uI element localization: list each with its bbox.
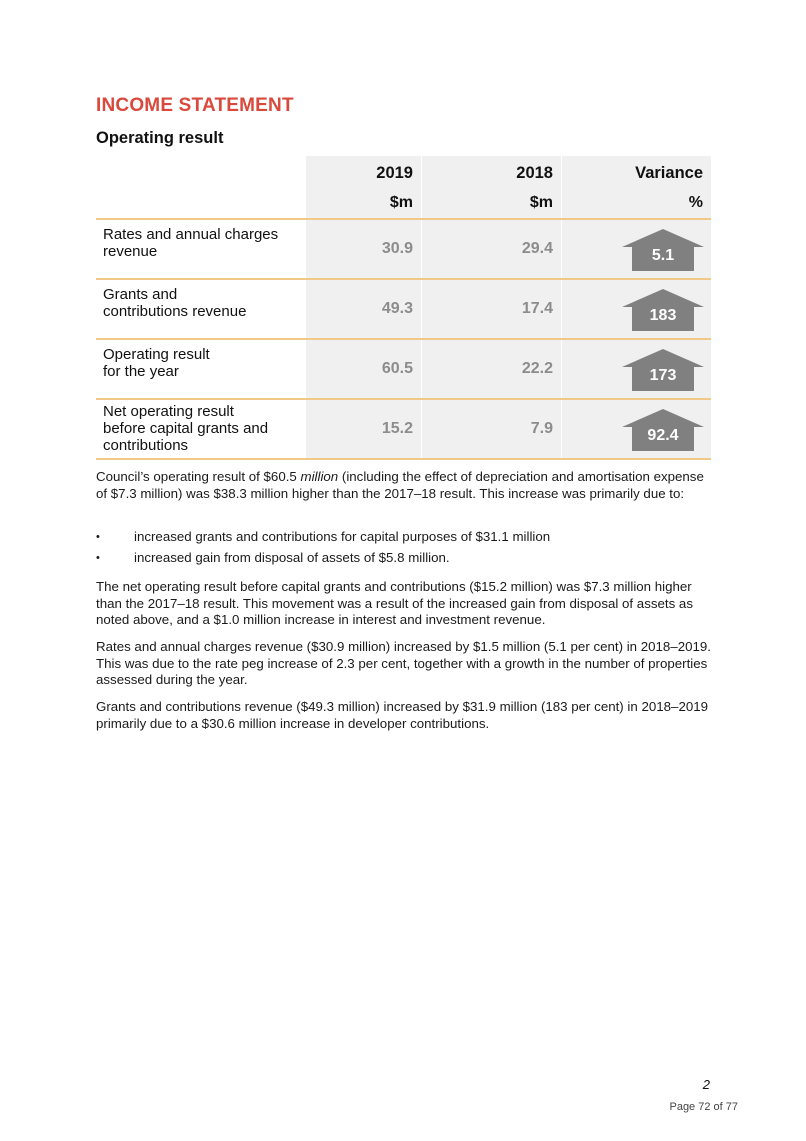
- list-item-text: increased gain from disposal of assets of $5.8 million.: [134, 549, 450, 565]
- variance-value: 183: [649, 307, 677, 324]
- paragraph-grants-revenue: Grants and contributions revenue ($49.3 million) increased by $31.9 million (183 per cent) in 2018–2019 primarily due to a $30.6 million increase in developer contributions.: [96, 699, 709, 731]
- up-arrow-icon: [622, 409, 704, 451]
- row-label: [96, 400, 305, 458]
- table-header: [96, 156, 711, 220]
- row-label-line: Rates and annual charges: [103, 226, 279, 243]
- value-2018: 22.2: [421, 340, 561, 398]
- value-2018: 17.4: [421, 280, 561, 338]
- up-arrow-icon: [622, 229, 704, 271]
- bullet-list: [96, 529, 711, 570]
- header-year: Variance: [635, 164, 703, 182]
- variance-cell: [561, 340, 711, 398]
- row-label-line: Net operating result: [103, 403, 234, 420]
- list-item-text: increased grants and contributions for capital purposes of $31.1 million: [134, 529, 551, 544]
- row-label-line: Operating result: [103, 346, 210, 363]
- row-label-line: for the year: [103, 363, 179, 380]
- variance-cell: [561, 400, 711, 458]
- header-2018: [421, 156, 561, 218]
- value-2019: 49.3: [305, 280, 421, 338]
- up-arrow-icon: [622, 349, 704, 391]
- table-row: [96, 220, 711, 280]
- paragraph-net-operating: The net operating result before capital grants and contributions ($15.2 million) was $7.3 million higher than the 2017–18 result. This movement was a result of the increased gain from disposal of assets as noted above, and a $1.0 million increase in interest and investment revenue.: [96, 579, 693, 628]
- up-arrow-icon: [622, 289, 704, 331]
- section-number: 2: [702, 1077, 710, 1092]
- value-2019: 30.9: [305, 220, 421, 278]
- header-variance: [561, 156, 711, 218]
- page-number: Page 72 of 77: [669, 1101, 738, 1113]
- page-title: INCOME STATEMENT: [96, 95, 294, 116]
- header-unit: $m: [389, 194, 413, 211]
- row-label-line: revenue: [103, 243, 158, 260]
- paragraph-text: (including the effect of depreciation and amortisation expense of $7.3 million) was $38.3 million higher than the 2017–18 result. This increase was primarily due to:: [96, 469, 704, 501]
- variance-value: 5.1: [651, 247, 675, 264]
- variance-cell: [561, 220, 711, 278]
- header-year: 2018: [516, 164, 553, 182]
- header-2019: [305, 156, 421, 218]
- paragraph-italic: million: [300, 469, 339, 484]
- header-unit: $m: [529, 194, 553, 211]
- table-row: [96, 340, 711, 400]
- variance-value: 92.4: [647, 427, 679, 444]
- header-blank: [96, 156, 305, 218]
- row-label-line: Grants and: [103, 286, 178, 303]
- paragraph-text: Council’s operating result of $60.5: [96, 469, 301, 484]
- row-label: [96, 280, 305, 338]
- paragraph-operating-result: [96, 469, 711, 502]
- header-unit: %: [688, 194, 703, 211]
- table-row: [96, 400, 711, 460]
- bullet-icon: •: [96, 551, 100, 564]
- value-2018: 29.4: [421, 220, 561, 278]
- row-label: [96, 340, 305, 398]
- variance-cell: [561, 280, 711, 338]
- list-item: [96, 550, 711, 567]
- variance-value: 173: [649, 367, 677, 384]
- operating-result-table: [96, 156, 711, 460]
- row-label-line: contributions revenue: [103, 303, 247, 320]
- list-item: [96, 529, 711, 546]
- header-year: 2019: [376, 164, 413, 182]
- row-label-line: before capital grants and: [103, 420, 269, 437]
- value-2019: 60.5: [305, 340, 421, 398]
- table-row: [96, 280, 711, 340]
- bullet-icon: •: [96, 531, 100, 543]
- paragraph-rates-revenue: Rates and annual charges revenue ($30.9 million) increased by $1.5 million (5.1 per cent) in 2018–2019. This was due to the rate peg increase of 2.3 per cent, together with a growth in the number of properties assessed during the year.: [96, 639, 711, 688]
- section-title: Operating result: [96, 129, 224, 147]
- value-2019: 15.2: [305, 400, 421, 458]
- value-2018: 7.9: [421, 400, 561, 458]
- row-label: [96, 220, 305, 278]
- row-label-line: contributions: [103, 437, 189, 454]
